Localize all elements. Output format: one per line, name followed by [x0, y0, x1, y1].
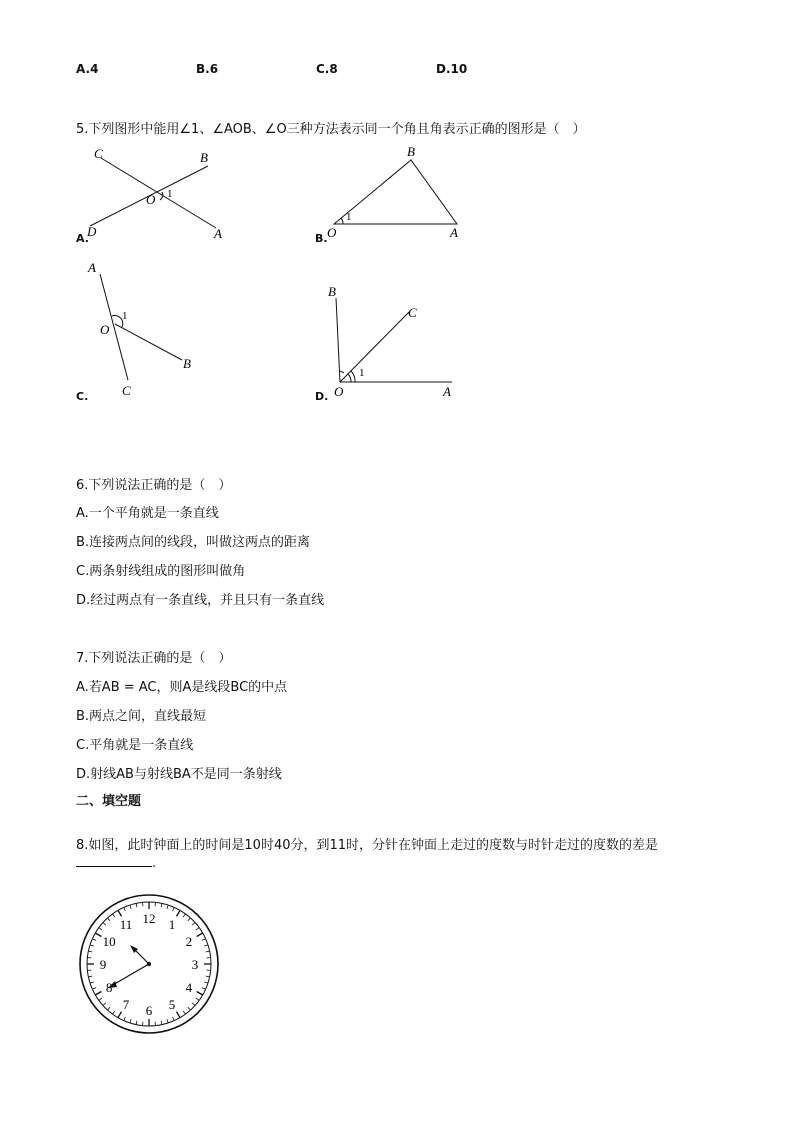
fig-a-label-d: D	[87, 224, 97, 239]
q6-stem: 6.下列说法正确的是（ ）	[76, 478, 232, 493]
fig-a-label-o: O	[146, 192, 156, 207]
clock-tick	[202, 939, 206, 941]
fig-a-label-c: C	[94, 146, 103, 161]
q8-answer-blank	[76, 856, 152, 867]
clock-tick	[92, 988, 96, 990]
q4-option-d: D.10	[436, 62, 468, 76]
fig-a-label-b: B	[200, 150, 208, 165]
clock-tick	[136, 903, 137, 907]
q7-option-c: C.平角就是一条直线	[76, 738, 194, 753]
clock-tick	[124, 1017, 126, 1021]
clock-tick	[118, 910, 122, 916]
q5-figure-b	[326, 140, 476, 240]
fig-c-label-a: A	[88, 260, 96, 275]
clock-tick	[124, 907, 126, 911]
fig-d-label-a: A	[443, 384, 451, 399]
clock-tick	[196, 928, 199, 930]
clock-tick	[204, 945, 208, 946]
q5-label-c: C.	[76, 390, 89, 403]
clock-tick	[192, 1003, 195, 1006]
q5-stem: 5.下列图形中能用∠1、∠AOB、∠O三种方法表示同一个角且角表示正确的图形是（ ）	[76, 122, 586, 137]
clock-tick	[88, 976, 92, 977]
q5-label-a: A.	[76, 232, 89, 245]
clock-tick	[206, 976, 210, 977]
q8-end: .	[152, 856, 157, 871]
q4-option-b: B.6	[196, 62, 219, 76]
fig-b-label-o: O	[327, 225, 337, 240]
clock-tick	[188, 918, 191, 921]
clock-number: 7	[122, 996, 130, 1012]
clock-tick	[197, 933, 203, 937]
clock-tick	[99, 928, 102, 930]
fig-a-label-1: 1	[167, 188, 173, 200]
clock-number: 5	[168, 996, 176, 1012]
clock-tick	[92, 939, 96, 941]
q4-option-c: C.8	[316, 62, 338, 76]
clock-tick	[118, 1012, 122, 1018]
fig-b-label-a: A	[450, 225, 458, 240]
q7-option-b: B.两点之间，直线最短	[76, 709, 207, 724]
clock-number: 12	[142, 911, 156, 926]
clock-number: 9	[99, 957, 107, 972]
clock-hands	[108, 945, 151, 988]
clock-minute-hand	[111, 964, 149, 986]
clock-tick	[99, 998, 102, 1000]
q7-option-d: D.射线AB与射线BA不是同一条射线	[76, 767, 282, 782]
clock-number: 4	[185, 980, 193, 995]
q5-figure-a	[76, 142, 246, 242]
fig-b-label-1: 1	[346, 211, 352, 223]
fig-d-label-1: 1	[359, 367, 365, 379]
clock-number: 3	[191, 957, 199, 972]
clock-tick	[161, 903, 162, 907]
clock-number: 8	[105, 980, 113, 995]
fig-d-label-o: O	[334, 384, 344, 399]
clock-center	[147, 962, 151, 966]
q5-figure-d	[326, 282, 466, 402]
clock-tick	[192, 923, 195, 926]
clock-tick	[90, 982, 94, 983]
clock-tick	[113, 1011, 115, 1014]
q5-label-d: D.	[315, 390, 329, 403]
q5-figure-c	[82, 256, 212, 401]
clock-tick	[108, 918, 111, 921]
clock-tick	[167, 905, 168, 909]
fig-a-label-a: A	[214, 226, 222, 241]
fig-c-label-o: O	[100, 322, 110, 337]
clock-tick	[177, 1012, 181, 1018]
fig-d-label-b: B	[328, 284, 336, 299]
fig-b-label-b: B	[407, 144, 415, 159]
clock-tick	[88, 951, 92, 952]
q6-option-d: D.经过两点有一条直线，并且只有一条直线	[76, 593, 325, 608]
fig-c-label-1: 1	[122, 310, 128, 322]
q6-option-c: C.两条射线组成的图形叫做角	[76, 564, 246, 579]
clock-tick	[103, 1003, 106, 1006]
q7-option-a: A.若AB = AC，则A是线段BC的中点	[76, 680, 288, 695]
clock-tick	[136, 1021, 137, 1025]
fig-c-label-c: C	[122, 383, 131, 398]
q6-option-a: A.一个平角就是一条直线	[76, 506, 219, 521]
q8-stem: 8.如图，此时钟面上的时间是10时40分，到11时，分针在钟面上走过的度数与时针走过的度数的差是	[76, 838, 659, 853]
q6-option-b: B.连接两点间的线段，叫做这两点的距离	[76, 535, 311, 550]
clock-tick	[161, 1021, 162, 1025]
clock-number: 2	[185, 934, 193, 949]
clock-tick	[108, 1007, 111, 1010]
clock-number: 10	[102, 934, 116, 949]
clock-tick	[90, 945, 94, 946]
clock-tick	[130, 905, 131, 909]
clock-tick	[113, 914, 115, 917]
clock-tick	[183, 1011, 185, 1014]
clock-tick	[103, 923, 106, 926]
clock-figure	[78, 893, 220, 1035]
clock-number: 6	[145, 1003, 153, 1018]
clock-tick	[197, 992, 203, 996]
q7-stem: 7.下列说法正确的是（ ）	[76, 651, 232, 666]
section-title-fill-in: 二、填空题	[76, 794, 142, 809]
clock-tick	[167, 1019, 168, 1023]
q5-label-b: B.	[315, 232, 328, 245]
clock-tick	[130, 1019, 131, 1023]
q8-answer-line	[76, 856, 156, 871]
clock-tick	[183, 914, 185, 917]
clock-tick	[196, 998, 199, 1000]
clock-tick	[95, 933, 101, 937]
clock-tick	[173, 907, 175, 911]
clock-number: 11	[119, 917, 133, 933]
q4-option-a: A.4	[76, 62, 99, 76]
clock-number: 1	[168, 917, 176, 933]
clock-tick	[202, 988, 206, 990]
fig-c-label-b: B	[183, 356, 191, 371]
clock-tick	[95, 992, 101, 996]
clock-tick	[206, 951, 210, 952]
clock-tick	[188, 1007, 191, 1010]
fig-d-label-c: C	[408, 305, 417, 320]
clock-tick	[173, 1017, 175, 1021]
clock-tick	[177, 910, 181, 916]
clock-tick	[204, 982, 208, 983]
